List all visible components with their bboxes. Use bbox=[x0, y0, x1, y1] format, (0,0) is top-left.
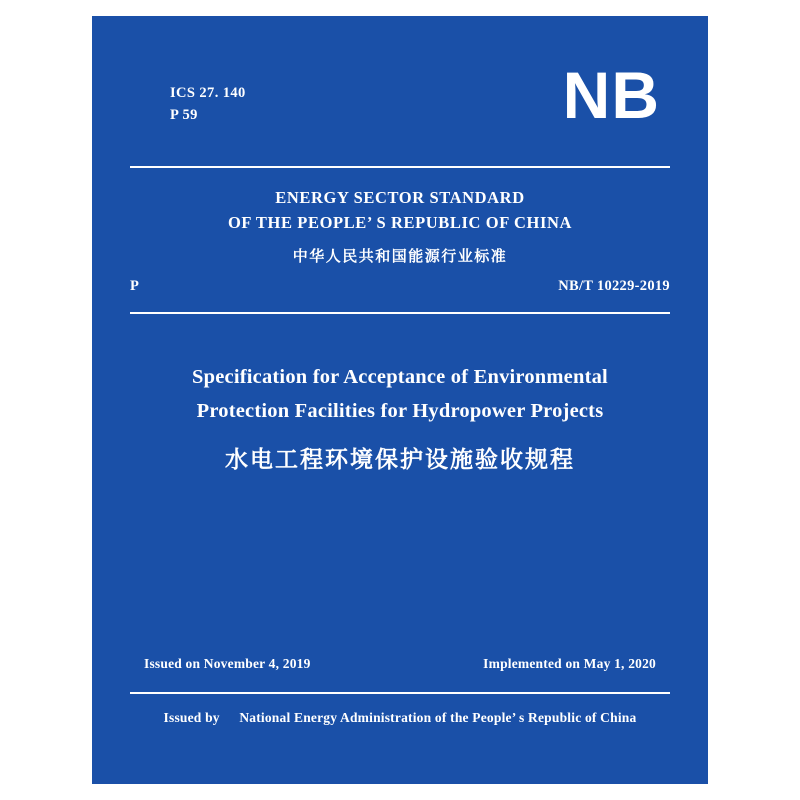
title-en-line2: Protection Facilities for Hydropower Projects bbox=[196, 400, 604, 423]
organization-cn: 中华人民共和国能源行业标准 bbox=[292, 246, 508, 265]
title-en-line1: Specification for Acceptance of Environmental bbox=[192, 366, 608, 388]
issuer-row bbox=[92, 710, 708, 726]
nb-logo: NB bbox=[562, 58, 660, 132]
divider-top bbox=[130, 166, 670, 168]
standard-cover bbox=[92, 16, 708, 784]
divider-middle bbox=[130, 312, 670, 314]
issued-date: Issued on November 4, 2019 bbox=[144, 656, 311, 671]
organization-block bbox=[92, 186, 708, 266]
implemented-date: Implemented on May 1, 2020 bbox=[483, 656, 656, 671]
divider-bottom bbox=[130, 692, 670, 694]
organization-en-line1: ENERGY SECTOR STANDARD bbox=[275, 188, 525, 207]
title-cn: 水电工程环境保护设施验收规程 bbox=[225, 446, 575, 473]
dates-row bbox=[144, 656, 656, 672]
ics-number: ICS 27. 140 bbox=[170, 85, 246, 101]
standard-number: NB/T 10229-2019 bbox=[558, 278, 670, 294]
organization-en-line2: OF THE PEOPLE’ S REPUBLIC OF CHINA bbox=[227, 212, 573, 232]
issued-by-label: Issued by bbox=[163, 710, 220, 725]
code-row bbox=[130, 278, 670, 295]
ics-block bbox=[170, 82, 246, 127]
classification-code: P bbox=[130, 278, 140, 294]
title-block bbox=[122, 360, 678, 474]
issued-by-value: National Energy Administration of the People’ s Republic of China bbox=[239, 710, 637, 725]
classification-code-top: P 59 bbox=[170, 107, 198, 124]
